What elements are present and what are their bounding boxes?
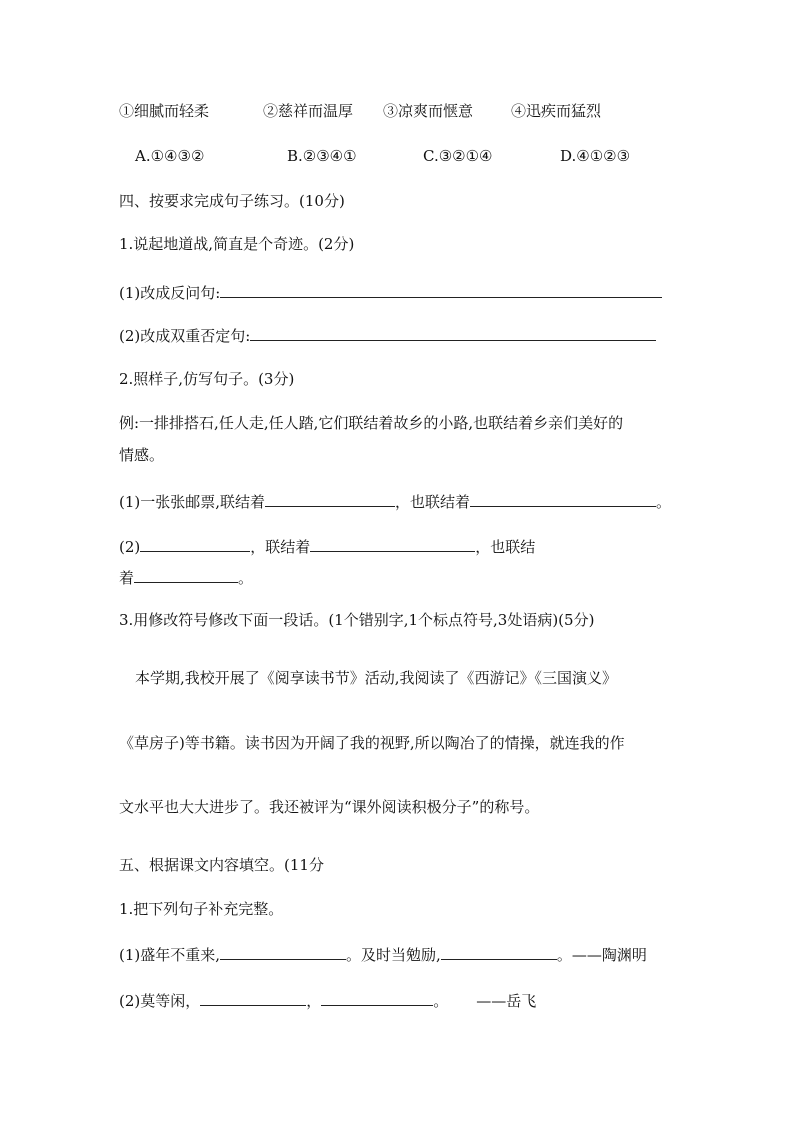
- section4-heading: 四、按要求完成句子练习。(10分): [119, 192, 345, 210]
- s5-line2: [119, 989, 536, 1011]
- answer-blank[interactable]: [140, 535, 250, 552]
- q2-s2-text-d: 着: [119, 569, 135, 587]
- q2-sentence1: [119, 490, 671, 512]
- q2-s2-text-e: 。: [238, 569, 254, 587]
- answer-blank[interactable]: [310, 535, 475, 552]
- q2-s1-text-a: (1)一张张邮票,联结着: [119, 493, 266, 511]
- answer-blank[interactable]: [220, 281, 662, 298]
- s5-line1-text-a: (1)盛年不重来,: [119, 946, 221, 964]
- q2-s2-text-c: ，也联结: [475, 538, 536, 556]
- s5-line2-text-c: 。: [433, 992, 449, 1010]
- section5-heading: 五、根据课文内容填空。(11分: [119, 856, 324, 874]
- s5-line1-text-c: 。——陶渊明: [556, 946, 647, 964]
- answer-blank[interactable]: [441, 943, 557, 960]
- q2-sentence2: [119, 535, 535, 557]
- q2-s2-text-a: (2): [119, 538, 141, 556]
- q1-sub1-label: (1)改成反问句:: [119, 284, 221, 302]
- answer-blank[interactable]: [220, 943, 346, 960]
- q3-para-line3: 文水平也大大进步了。我还被评为“课外阅读积极分子”的称号。: [119, 798, 540, 816]
- choice-b[interactable]: B.②③④①: [287, 147, 357, 165]
- choice-d[interactable]: D.④①②③: [560, 147, 631, 165]
- answer-blank[interactable]: [321, 989, 433, 1006]
- q2-s1-text-b: ，也联结着: [395, 493, 471, 511]
- s5-line2-author: ——岳飞: [476, 992, 537, 1010]
- s5-line1-text-b: 。及时当勉励,: [346, 946, 441, 964]
- option-1: ①细腻而轻柔: [119, 102, 210, 120]
- option-4: ④迅疾而猛烈: [511, 102, 602, 120]
- s5-line2-text-a: (2)莫等闲，: [119, 992, 201, 1010]
- answer-blank[interactable]: [134, 566, 238, 583]
- q2-example-line1: 例:一排排搭石,任人走,任人踏,它们联结着故乡的小路,也联结着乡亲们美好的: [119, 414, 624, 432]
- q2-sentence2-cont: [119, 566, 253, 588]
- choice-c[interactable]: C.③②①④: [423, 147, 493, 165]
- q3-para-line1: 本学期,我校开展了《阅享读书节》活动,我阅读了《西游记》《三国演义》: [135, 669, 618, 687]
- answer-blank[interactable]: [250, 324, 656, 341]
- option-2: ②慈祥而温厚: [263, 102, 354, 120]
- q1-sub1: [119, 281, 662, 303]
- q3-title: 3.用修改符号修改下面一段话。(1个错别字,1个标点符号,3处语病)(5分): [119, 611, 595, 629]
- q1-sub2: [119, 324, 656, 346]
- s5-q1-title: 1.把下列句子补充完整。: [119, 900, 284, 918]
- answer-blank[interactable]: [265, 490, 395, 507]
- q3-para-line2: 《草房子)等书籍。读书因为开阔了我的视野,所以陶冶了的情操，就连我的作: [119, 734, 625, 752]
- q1-sub2-label: (2)改成双重否定句:: [119, 327, 251, 345]
- s5-line2-text-b: ，: [306, 992, 322, 1010]
- s5-line1: [119, 943, 647, 965]
- option-3: ③凉爽而惬意: [383, 102, 474, 120]
- answer-blank[interactable]: [470, 490, 656, 507]
- q2-s2-text-b: ，联结着: [250, 538, 311, 556]
- choice-a[interactable]: A.①④③②: [135, 147, 205, 165]
- q2-s1-text-c: 。: [656, 493, 672, 511]
- q1-title: 1.说起地道战,简直是个奇迹。(2分): [119, 235, 355, 253]
- q2-example-line2: 情感。: [119, 446, 165, 464]
- q2-title: 2.照样子,仿写句子。(3分): [119, 370, 295, 388]
- answer-blank[interactable]: [200, 989, 306, 1006]
